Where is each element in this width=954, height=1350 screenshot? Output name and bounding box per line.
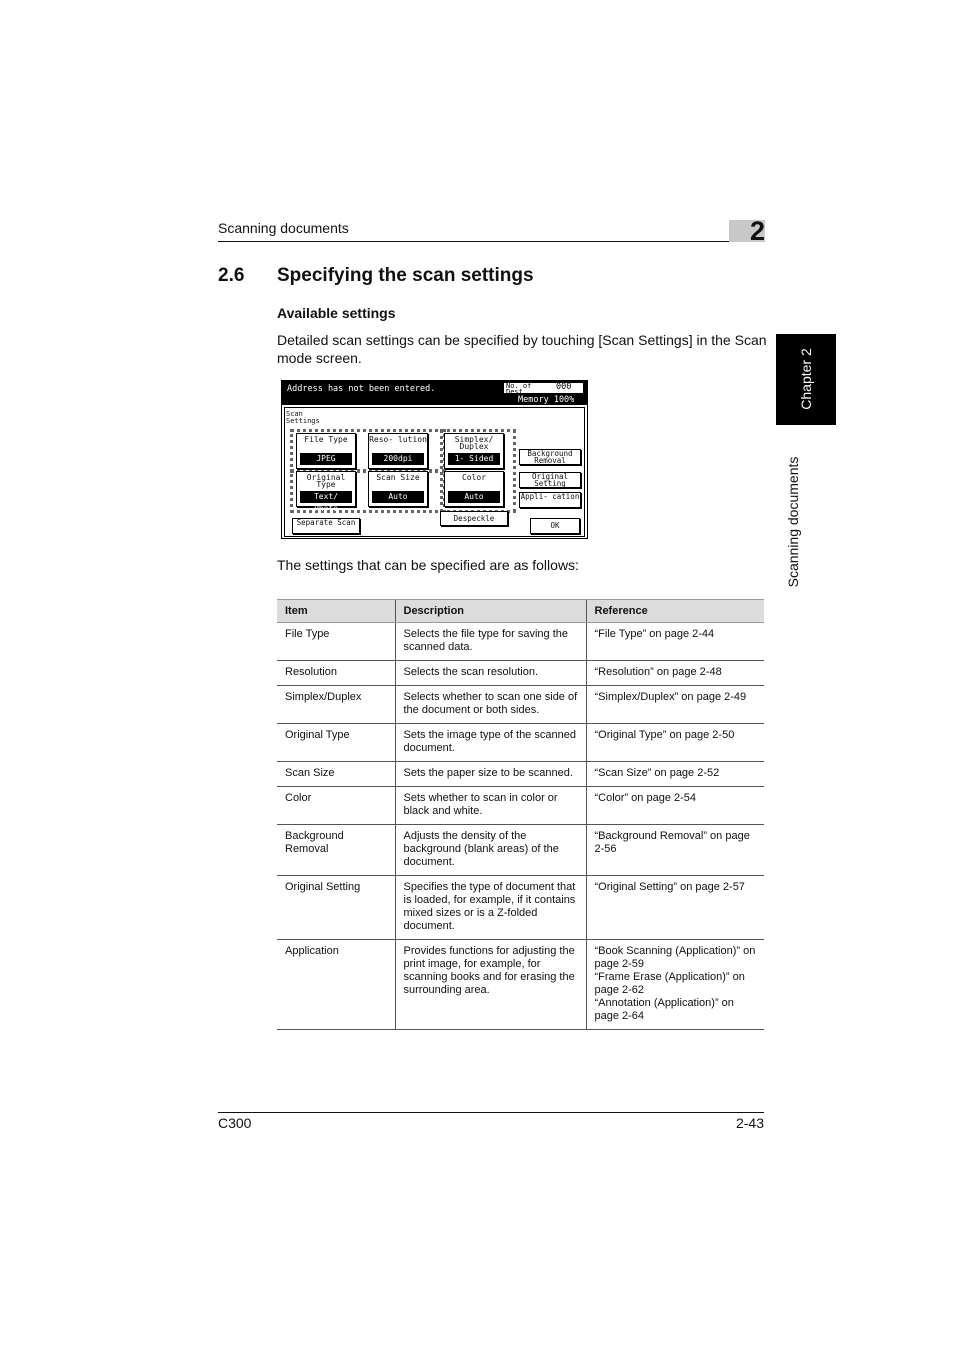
- separate-scan-button[interactable]: Separate Scan: [292, 518, 360, 534]
- scan-size-key[interactable]: [368, 471, 428, 507]
- cell-reference: [586, 825, 764, 876]
- settings-table: [277, 599, 764, 1030]
- reference-line: “Resolution” on page 2-48: [594, 666, 722, 678]
- reference-line: “Scan Size” on page 2-52: [594, 767, 720, 779]
- simplex-duplex-key-value: 1- Sided: [448, 453, 500, 465]
- original-type-key-label: Original Type: [306, 473, 346, 489]
- cell-description: Selects the file type for saving the scanned data.: [395, 623, 586, 661]
- footer-model: C300: [218, 1115, 252, 1131]
- cell-reference: [586, 686, 764, 724]
- header-reference: Reference: [586, 600, 764, 623]
- table-row: [277, 876, 764, 940]
- cell-reference: [586, 724, 764, 762]
- sub-heading: Available settings: [277, 305, 396, 321]
- file-type-key-value: JPEG: [300, 453, 352, 465]
- section-side-label: Scanning documents: [785, 456, 801, 588]
- file-type-key-label: File Type: [304, 435, 348, 444]
- section-title: Specifying the scan settings: [277, 265, 534, 286]
- reference-line: “Original Setting” on page 2-57: [594, 881, 745, 893]
- memory-status: Memory 100%: [518, 395, 575, 405]
- table-header-row: [277, 600, 764, 623]
- table-row: [277, 623, 764, 661]
- table-row: [277, 686, 764, 724]
- cell-description: Selects the scan resolution.: [395, 661, 586, 686]
- section-heading: [218, 265, 534, 287]
- original-type-key[interactable]: [296, 471, 356, 513]
- scan-size-key-label: Scan Size: [376, 473, 420, 482]
- chapter-side-tab-label: Chapter 2: [798, 348, 814, 410]
- table-row: [277, 787, 764, 825]
- cell-reference: [586, 787, 764, 825]
- cell-item: Original Type: [277, 724, 395, 762]
- cell-reference: [586, 623, 764, 661]
- cell-item: File Type: [277, 623, 395, 661]
- reference-line: “Color” on page 2-54: [594, 792, 697, 804]
- cell-description: Sets the paper size to be scanned.: [395, 762, 586, 787]
- reference-line: “Book Scanning (Application)” on page 2-59: [594, 945, 756, 970]
- simplex-duplex-key[interactable]: [444, 433, 504, 469]
- reference-line: “Frame Erase (Application)” on page 2-62: [594, 971, 745, 996]
- header-description: Description: [395, 600, 586, 623]
- cell-item: Color: [277, 787, 395, 825]
- cell-item: Application: [277, 940, 395, 1030]
- cell-description: Selects whether to scan one side of the document or both sides.: [395, 686, 586, 724]
- application-button[interactable]: Appli- cation: [519, 492, 581, 508]
- cell-description: Provides functions for adjusting the print image, for example, for scanning books and for erasing the surrounding area.: [395, 940, 586, 1030]
- reference-line: “Simplex/Duplex” on page 2-49: [594, 691, 747, 703]
- simplex-duplex-key-label: Simplex/ Duplex: [454, 435, 494, 451]
- cell-item: Scan Size: [277, 762, 395, 787]
- color-key-value: Auto: [448, 491, 500, 503]
- original-setting-button[interactable]: Original Setting: [519, 472, 581, 488]
- panel-message: Address has not been entered.: [287, 384, 436, 394]
- footer-page-number: 2-43: [735, 1115, 764, 1131]
- ok-button[interactable]: OK: [530, 518, 580, 534]
- cell-reference: [586, 762, 764, 787]
- chapter-number-box: [729, 216, 765, 246]
- resolution-key[interactable]: [368, 433, 428, 469]
- destination-counter: [504, 382, 583, 396]
- chapter-side-tab: [776, 334, 836, 425]
- resolution-key-value: 200dpi: [372, 453, 424, 465]
- despeckle-button[interactable]: Despeckle: [440, 511, 508, 526]
- cell-item: Simplex/Duplex: [277, 686, 395, 724]
- color-key[interactable]: [444, 471, 504, 507]
- cell-item: Background Removal: [277, 825, 395, 876]
- scan-settings-panel: [281, 380, 588, 539]
- cell-reference: [586, 661, 764, 686]
- footer-rule: [218, 1112, 764, 1113]
- reference-line: “File Type” on page 2-44: [594, 628, 715, 640]
- cell-description: Sets whether to scan in color or black and white.: [395, 787, 586, 825]
- cell-description: Specifies the type of document that is loaded, for example, if it contains mixed sizes or is a Z-folded document.: [395, 876, 586, 940]
- destination-label: No. of Dest.: [506, 382, 532, 396]
- table-row: [277, 940, 764, 1030]
- cell-reference: [586, 940, 764, 1030]
- table-row: [277, 661, 764, 686]
- reference-line: “Background Removal” on page 2-56: [594, 830, 750, 855]
- cell-reference: [586, 876, 764, 940]
- resolution-key-label: Reso- lution: [369, 435, 427, 444]
- running-header: Scanning documents: [218, 220, 349, 236]
- destination-count: 000: [556, 382, 572, 392]
- original-type-key-value: Text/ Photo: [300, 491, 352, 503]
- table-row: [277, 825, 764, 876]
- chapter-number: 2: [749, 216, 765, 246]
- scan-size-key-value: Auto: [372, 491, 424, 503]
- table-row: [277, 724, 764, 762]
- panel-title: Scan Settings: [286, 410, 320, 425]
- intro-paragraph: Detailed scan settings can be specified by touching [Scan Settings] in the Scan mode screen.: [277, 332, 767, 366]
- reference-line: “Annotation (Application)” on page 2-64: [594, 997, 734, 1022]
- table-lead-text: The settings that can be specified are as follows:: [277, 557, 579, 573]
- reference-line: “Original Type” on page 2-50: [594, 729, 735, 741]
- header-rule: [218, 241, 764, 242]
- section-number: 2.6: [218, 265, 245, 286]
- cell-item: Original Setting: [277, 876, 395, 940]
- color-key-label: Color: [461, 473, 487, 482]
- cell-description: Adjusts the density of the background (blank areas) of the document.: [395, 825, 586, 876]
- file-type-key[interactable]: [296, 433, 356, 469]
- cell-item: Resolution: [277, 661, 395, 686]
- table-row: [277, 762, 764, 787]
- cell-description: Sets the image type of the scanned document.: [395, 724, 586, 762]
- background-removal-button[interactable]: Background Removal: [519, 449, 581, 465]
- header-item: Item: [277, 600, 395, 623]
- panel-status-bar: [282, 381, 587, 405]
